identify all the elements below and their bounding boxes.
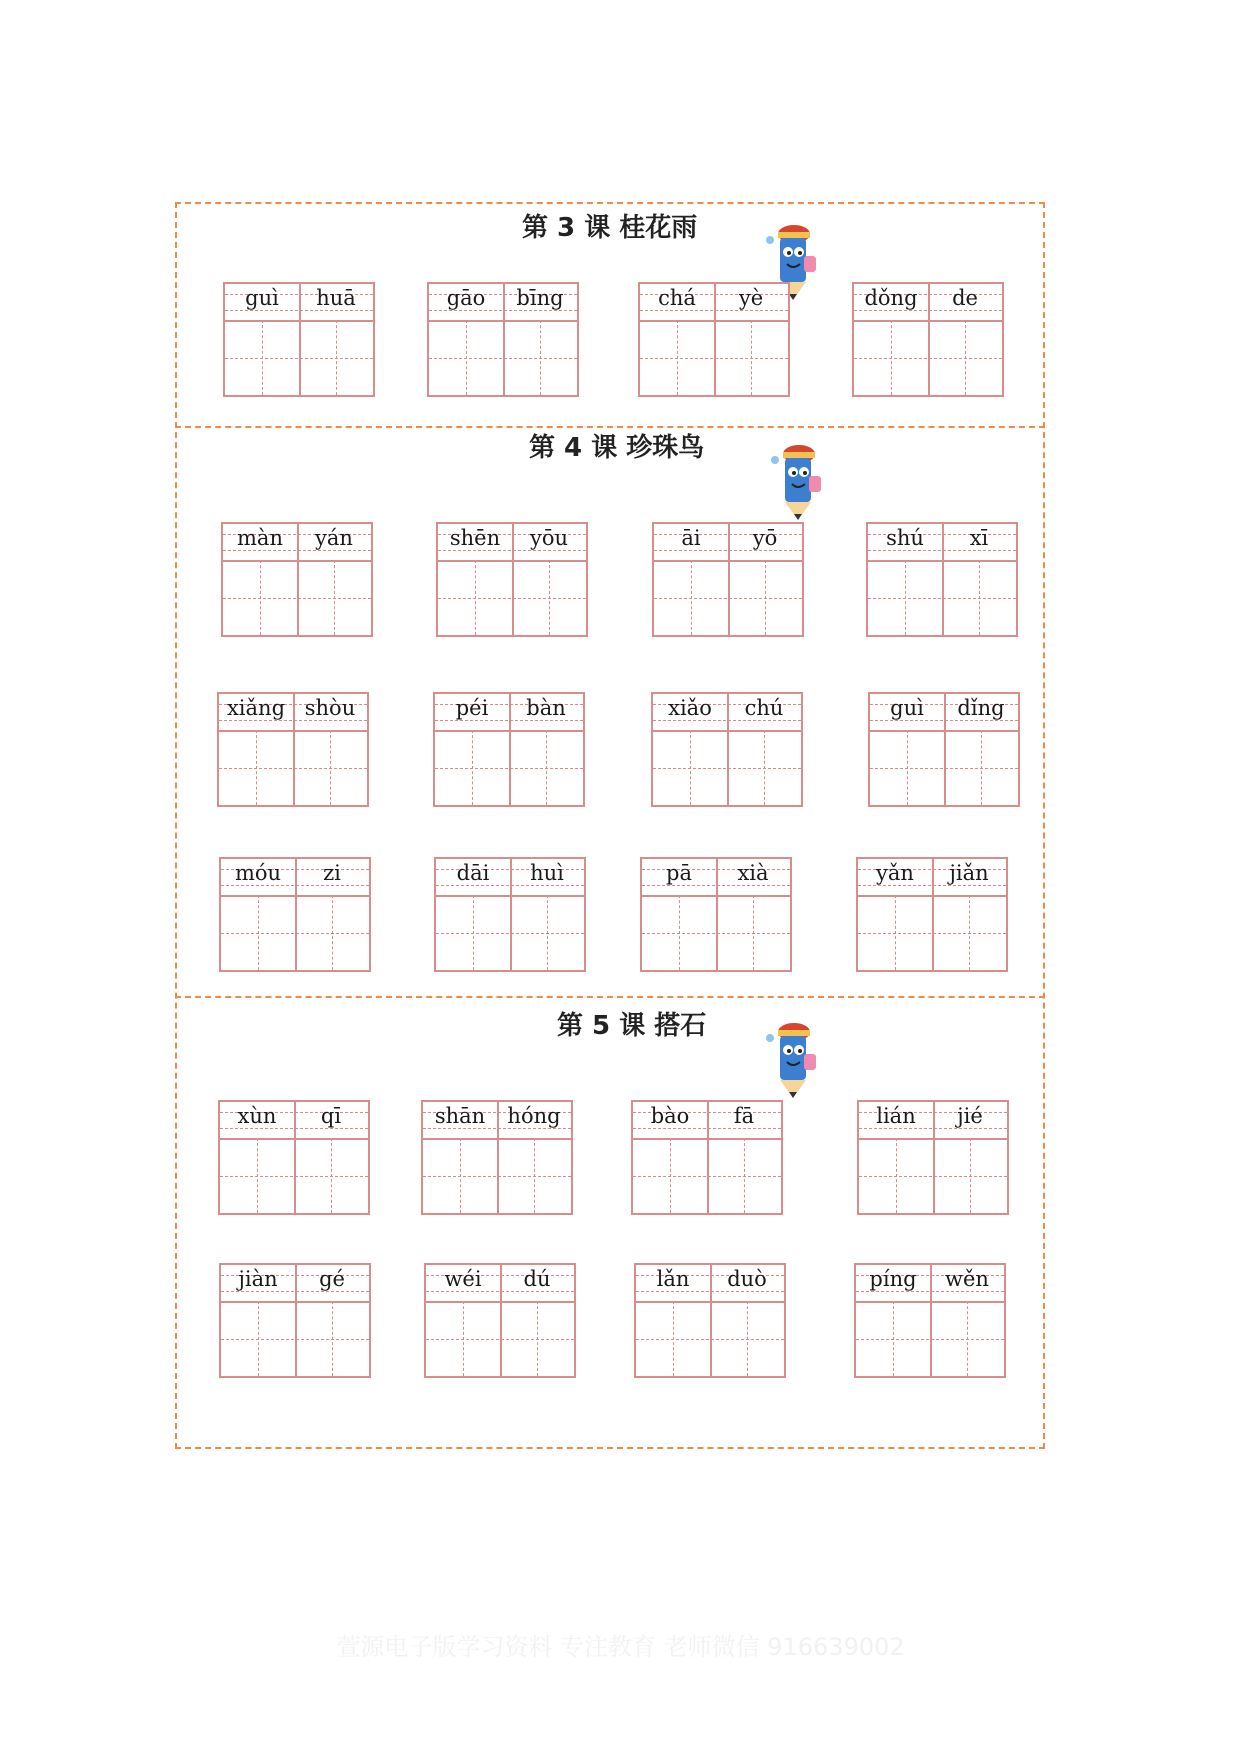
- word-writing-box[interactable]: [217, 692, 369, 807]
- pinyin-left: chá: [658, 286, 696, 310]
- grid-guide: [423, 1176, 571, 1177]
- pinyin-right: dǐng: [957, 696, 1005, 720]
- pinyin-left: guì: [245, 286, 279, 310]
- pinyin-left: xùn: [237, 1104, 277, 1128]
- pinyin-right: huā: [316, 286, 356, 310]
- word-writing-box[interactable]: [852, 282, 1004, 397]
- word-writing-box[interactable]: [424, 1263, 576, 1378]
- pinyin-right: yōu: [529, 526, 569, 550]
- grid-guide: [220, 1176, 368, 1177]
- pinyin-right: shòu: [304, 696, 356, 720]
- word-writing-box[interactable]: [857, 1100, 1009, 1215]
- pinyin-right: jiǎn: [949, 861, 989, 885]
- grid-guide: [221, 1339, 369, 1340]
- grid-guide: [223, 598, 371, 599]
- lesson-title: 第 4 课 珍珠鸟: [529, 433, 705, 463]
- word-writing-box[interactable]: [223, 282, 375, 397]
- pinyin-left: guì: [890, 696, 924, 720]
- word-writing-box[interactable]: [219, 1263, 371, 1378]
- lesson-title: 第 3 课 桂花雨: [522, 213, 698, 243]
- pinyin-right: yè: [738, 286, 764, 310]
- pinyin-right: chú: [744, 696, 784, 720]
- word-writing-box[interactable]: [634, 1263, 786, 1378]
- pinyin-right: zi: [323, 861, 341, 885]
- pinyin-left: āi: [681, 526, 701, 550]
- pencil-mascot-icon: [765, 440, 827, 522]
- pinyin-right: fā: [733, 1104, 755, 1128]
- word-writing-box[interactable]: [638, 282, 790, 397]
- grid-guide: [653, 768, 801, 769]
- footer-watermark: 萱源电子版学习资料 专注教育 老师微信 916639002: [336, 1633, 905, 1661]
- word-writing-box[interactable]: [433, 692, 585, 807]
- word-writing-box[interactable]: [421, 1100, 573, 1215]
- grid-guide: [221, 933, 369, 934]
- grid-guide: [633, 1176, 781, 1177]
- word-writing-box[interactable]: [219, 857, 371, 972]
- pinyin-left: lǎn: [656, 1267, 690, 1291]
- pinyin-right: gé: [319, 1267, 345, 1291]
- word-writing-box[interactable]: [640, 857, 792, 972]
- grid-guide: [858, 933, 1006, 934]
- pinyin-right: bīng: [516, 286, 564, 310]
- grid-guide: [219, 768, 367, 769]
- word-writing-box[interactable]: [651, 692, 803, 807]
- lesson-title: 第 5 课 搭石: [557, 1011, 707, 1041]
- pencil-mascot-icon: [760, 1018, 822, 1100]
- pinyin-right: duò: [727, 1267, 767, 1291]
- pinyin-left: píng: [869, 1267, 917, 1291]
- pinyin-left: wéi: [444, 1267, 482, 1291]
- pinyin-left: bào: [650, 1104, 690, 1128]
- pinyin-left: dǒng: [864, 286, 918, 310]
- pinyin-left: shān: [434, 1104, 486, 1128]
- pinyin-right: hóng: [507, 1104, 561, 1128]
- word-writing-box[interactable]: [868, 692, 1020, 807]
- grid-guide: [642, 933, 790, 934]
- pinyin-right: xià: [737, 861, 769, 885]
- grid-guide: [429, 358, 577, 359]
- pinyin-right: bàn: [526, 696, 566, 720]
- grid-guide: [435, 768, 583, 769]
- grid-guide: [868, 598, 1016, 599]
- word-writing-box[interactable]: [427, 282, 579, 397]
- pinyin-right: jié: [957, 1104, 983, 1128]
- grid-guide: [854, 358, 1002, 359]
- grid-guide: [856, 1339, 1004, 1340]
- pinyin-left: xiǎng: [226, 696, 286, 720]
- grid-guide: [438, 598, 586, 599]
- pinyin-right: yán: [315, 526, 353, 550]
- word-writing-box[interactable]: [856, 857, 1008, 972]
- pinyin-left: shú: [886, 526, 924, 550]
- pinyin-left: jiàn: [238, 1267, 278, 1291]
- grid-guide: [654, 598, 802, 599]
- grid-guide: [426, 1339, 574, 1340]
- word-writing-box[interactable]: [652, 522, 804, 637]
- word-writing-box[interactable]: [854, 1263, 1006, 1378]
- word-writing-box[interactable]: [866, 522, 1018, 637]
- pinyin-left: dāi: [456, 861, 490, 885]
- grid-guide: [870, 768, 1018, 769]
- word-writing-box[interactable]: [221, 522, 373, 637]
- grid-guide: [436, 933, 584, 934]
- pinyin-left: péi: [455, 696, 489, 720]
- pinyin-right: huì: [530, 861, 564, 885]
- pinyin-left: pā: [666, 861, 692, 885]
- pinyin-left: màn: [237, 526, 283, 550]
- pinyin-right: de: [952, 286, 978, 310]
- pinyin-right: dú: [523, 1267, 551, 1291]
- pinyin-right: wěn: [945, 1267, 989, 1291]
- word-writing-box[interactable]: [436, 522, 588, 637]
- pinyin-right: qī: [320, 1104, 342, 1128]
- word-writing-box[interactable]: [631, 1100, 783, 1215]
- grid-guide: [636, 1339, 784, 1340]
- word-writing-box[interactable]: [218, 1100, 370, 1215]
- pinyin-left: lián: [876, 1104, 916, 1128]
- pinyin-left: yǎn: [876, 861, 914, 885]
- word-writing-box[interactable]: [434, 857, 586, 972]
- pinyin-left: shēn: [449, 526, 501, 550]
- pinyin-left: gāo: [446, 286, 486, 310]
- section-divider: [175, 996, 1045, 998]
- grid-guide: [225, 358, 373, 359]
- pinyin-right: yō: [752, 526, 778, 550]
- grid-guide: [640, 358, 788, 359]
- grid-guide: [859, 1176, 1007, 1177]
- pinyin-right: xī: [969, 526, 989, 550]
- pinyin-left: xiǎo: [668, 696, 712, 720]
- pinyin-left: móu: [234, 861, 282, 885]
